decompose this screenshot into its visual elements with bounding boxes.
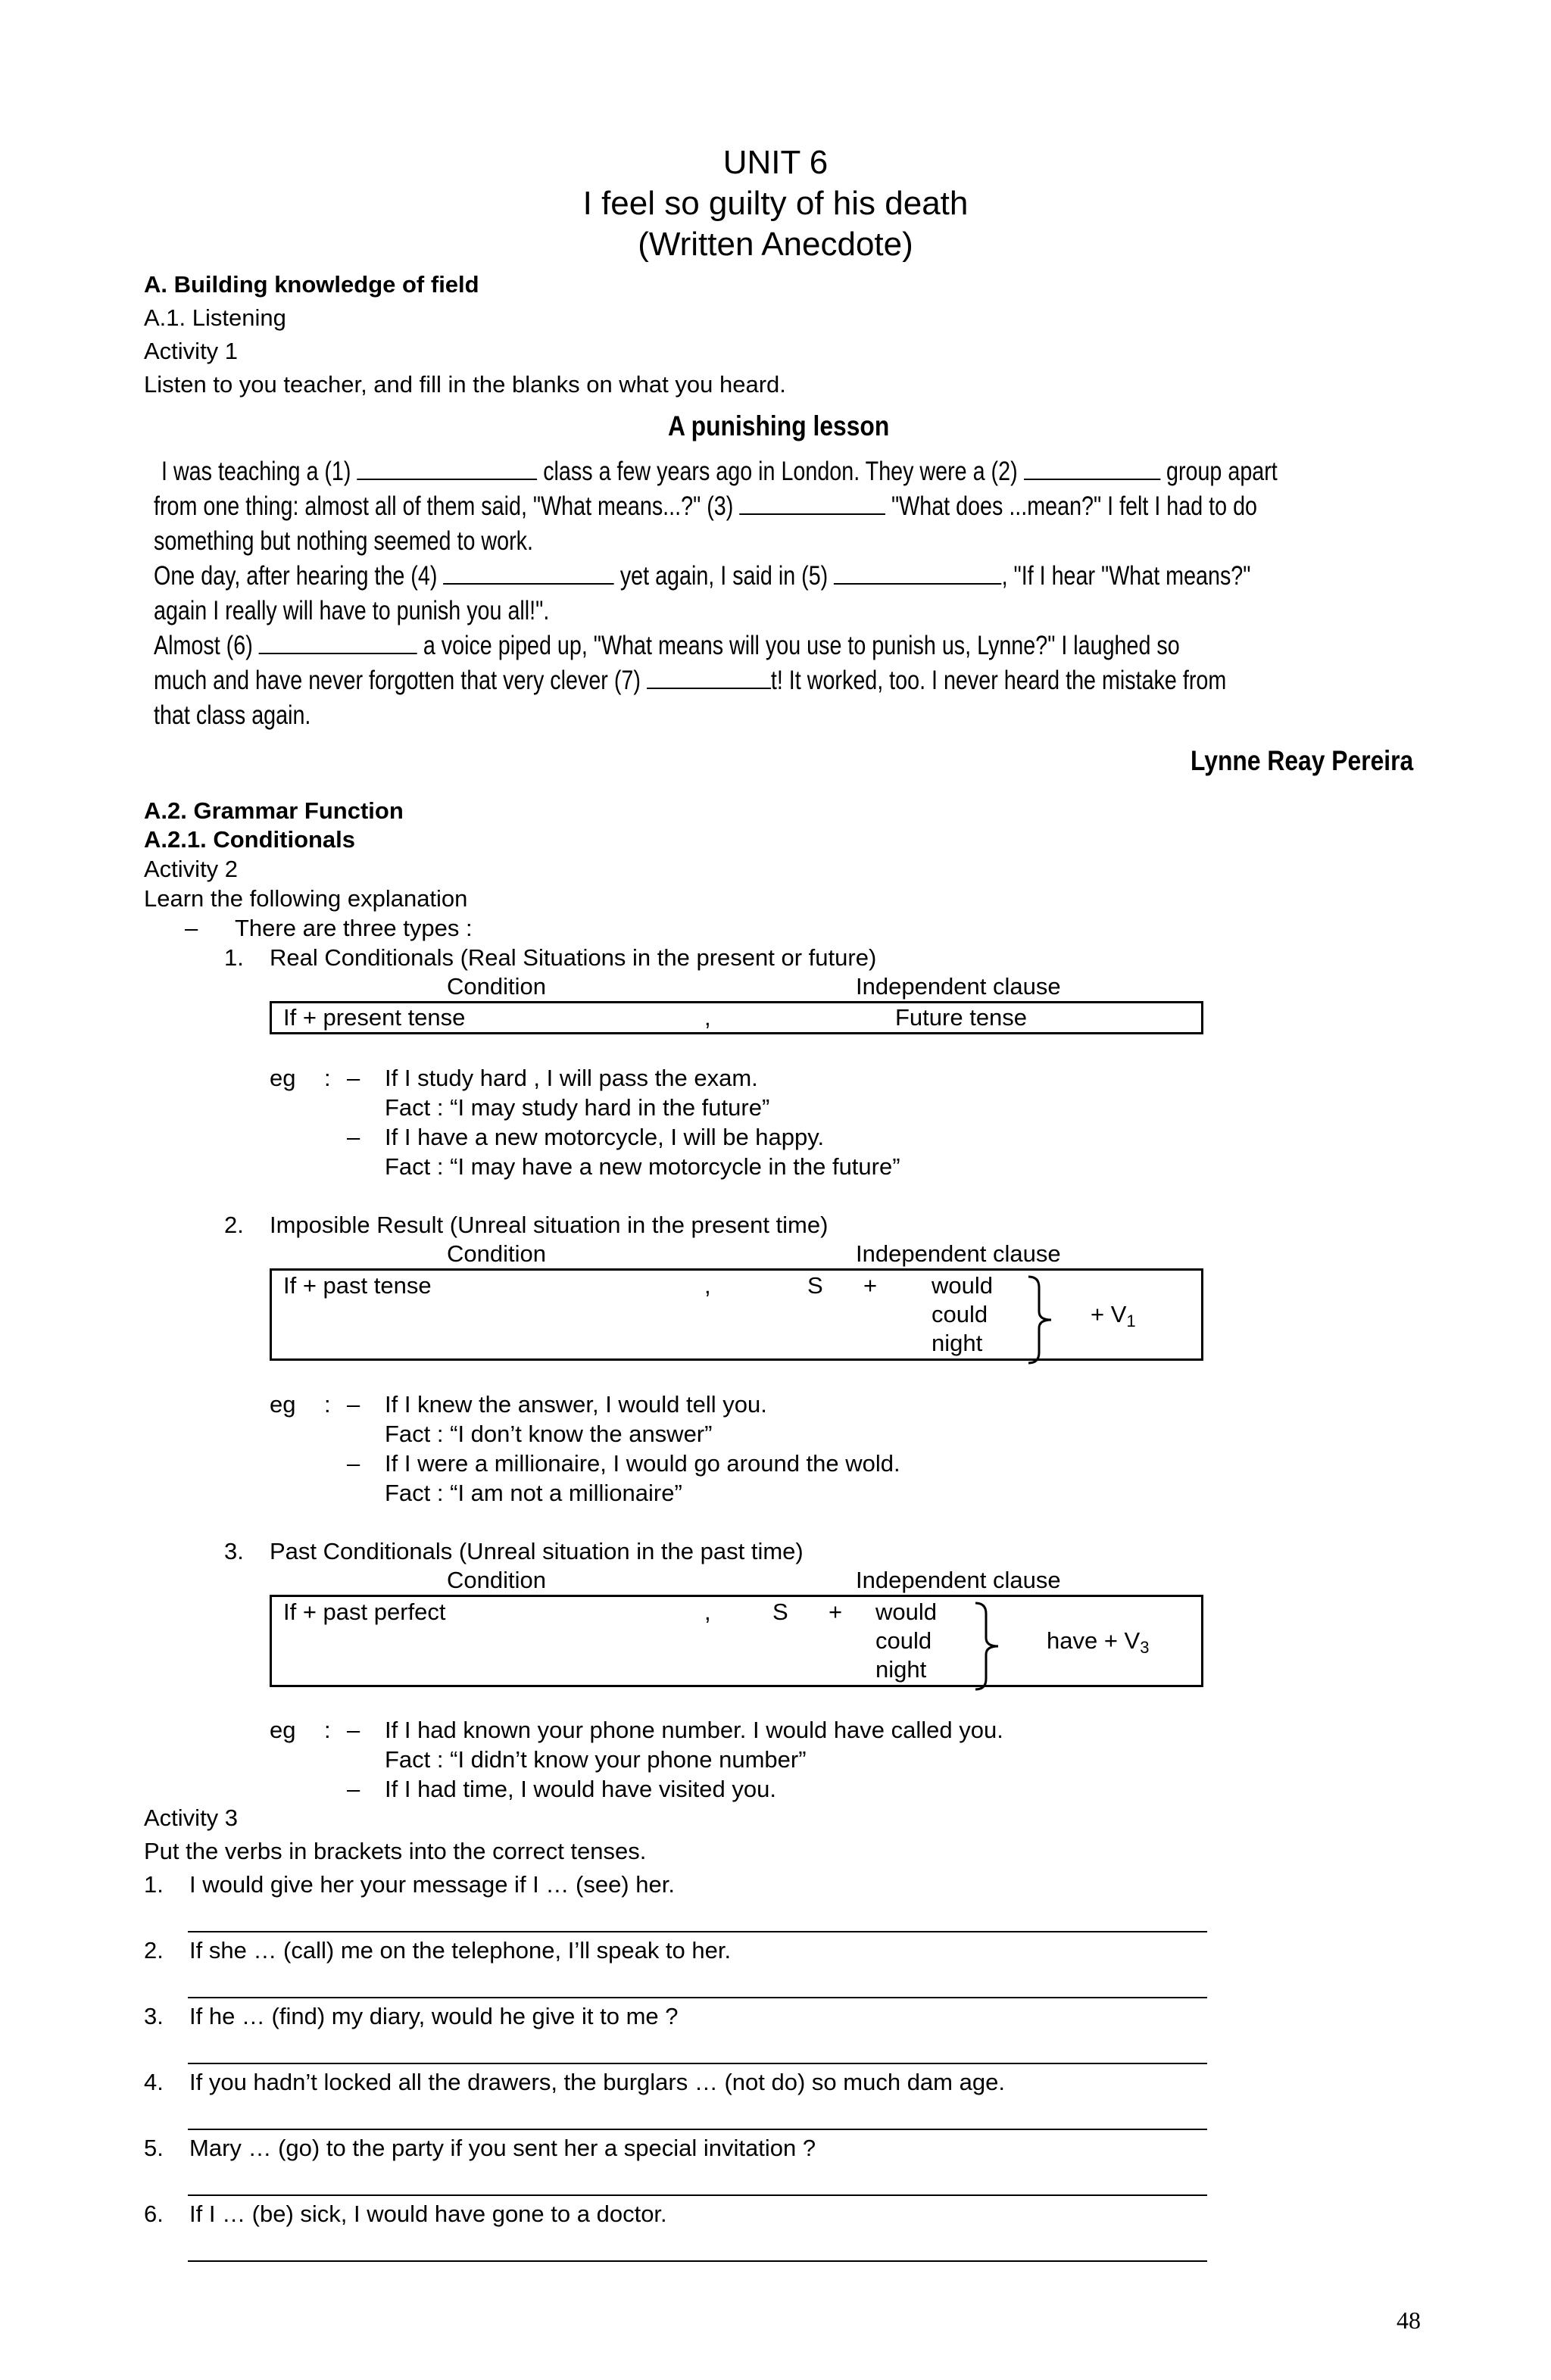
blank-3[interactable] (739, 492, 885, 515)
story-author: Lynne Reay Pereira (1191, 745, 1414, 776)
example-fact: Fact : “I don’t know the answer” (385, 1421, 713, 1447)
example-sentence: If I were a millionaire, I would go around the wold. (385, 1450, 900, 1477)
formula-comma: , (704, 1272, 711, 1299)
bullet-dash: – (347, 1717, 360, 1743)
curly-brace-icon (1022, 1274, 1060, 1366)
page-number: 48 (1397, 2307, 1421, 2334)
example-sentence: If I knew the answer, I would tell you. (385, 1391, 767, 1418)
answer-line[interactable] (188, 2194, 1207, 2196)
condition-label: Condition (447, 1567, 546, 1593)
eg-colon: : (324, 1717, 331, 1743)
exercise-number: 6. (144, 2201, 164, 2227)
exercise-question: If you hadn’t locked all the drawers, the burglars … (not do) so much dam age. (189, 2069, 1005, 2095)
exercise-question: If she … (call) me on the telephone, I’ll speak to her. (189, 1937, 732, 1964)
formula-result: + $V_1$ (1091, 1301, 1136, 1330)
eg-colon: : (324, 1065, 331, 1091)
eg-label: eg (270, 1391, 296, 1418)
formula-if: If + past perfect (283, 1599, 446, 1625)
type-number: 1. (224, 944, 244, 971)
example-sentence: If I had known your phone number. I would have called you. (385, 1717, 1003, 1743)
activity-1-label: Activity 1 (144, 338, 239, 364)
blank-1[interactable] (357, 457, 537, 480)
formula-plus: + (829, 1599, 843, 1625)
bullet-dash: – (347, 1391, 360, 1418)
blank-7[interactable] (647, 666, 771, 689)
exercise-number: 3. (144, 2003, 164, 2029)
story-line: something but nothing seemed to work. (154, 526, 533, 556)
modal-word: could (875, 1627, 932, 1654)
formula-subject: S (807, 1272, 823, 1299)
formula-if: If + present tense (283, 1004, 466, 1031)
activity-3-label: Activity 3 (144, 1804, 239, 1831)
eg-colon: : (324, 1391, 331, 1418)
eg-label: eg (270, 1717, 296, 1743)
story-line: that class again. (154, 700, 311, 730)
example-sentence: If I had time, I would have visited you. (385, 1776, 776, 1802)
condition-label: Condition (447, 1240, 546, 1267)
modal-word: would (875, 1599, 937, 1625)
blank-4[interactable] (443, 562, 614, 585)
subsection-listening: A.1. Listening (144, 304, 286, 331)
modal-word: night (932, 1330, 983, 1356)
exercise-number: 5. (144, 2135, 164, 2161)
blank-2[interactable] (1024, 457, 1160, 480)
type-number: 2. (224, 1212, 244, 1238)
activity-1-instruction: Listen to you teacher, and fill in the blanks on what you heard. (144, 371, 786, 398)
independent-label: Independent clause (856, 1240, 1061, 1267)
page-subtitle: (Written Anecdote) (638, 226, 913, 263)
formula-plus: + (863, 1272, 878, 1299)
independent-label: Independent clause (856, 1567, 1061, 1593)
activity-2-label: Activity 2 (144, 856, 239, 882)
story-title: A punishing lesson (668, 410, 890, 441)
formula-comma: , (704, 1599, 711, 1625)
modal-word: night (875, 1656, 927, 1683)
grammar-heading: A.2. Grammar Function (144, 797, 404, 824)
bullet-dash: – (347, 1065, 360, 1091)
bullet-dash: – (185, 915, 198, 941)
bullet-dash: – (347, 1450, 360, 1477)
story-line: Almost (6) a voice piped up, "What means will you use to punish us, Lynne?" I laughed so (154, 631, 1180, 660)
modal-word: could (932, 1301, 988, 1327)
type-title: Imposible Result (Unreal situation in the present time) (270, 1212, 829, 1238)
formula-if: If + past tense (283, 1272, 432, 1299)
example-fact: Fact : “I am not a millionaire” (385, 1480, 682, 1506)
bullet-dash: – (347, 1776, 360, 1802)
conditionals-heading: A.2.1. Conditionals (144, 826, 356, 853)
exercise-question: I would give her your message if I … (see) her. (189, 1871, 675, 1898)
story-line: from one thing: almost all of them said, "What means...?" (3) "What does ...mean?" I felt I had to do (154, 491, 1257, 521)
activity-2-instruction: Learn the following explanation (144, 885, 468, 912)
condition-label: Condition (447, 973, 546, 1000)
exercise-number: 4. (144, 2069, 164, 2095)
types-intro: There are three types : (235, 915, 473, 941)
page-title: I feel so guilty of his death (582, 185, 969, 222)
exercise-number: 1. (144, 1871, 164, 1898)
example-fact: Fact : “I may study hard in the future” (385, 1094, 770, 1121)
story-line: much and have never forgotten that very clever (7) t! It worked, too. I never heard the mistake from (154, 666, 1227, 695)
answer-line[interactable] (188, 2129, 1207, 2130)
eg-label: eg (270, 1065, 296, 1091)
exercise-question: If he … (find) my diary, would he give it to me ? (189, 2003, 679, 2029)
answer-line[interactable] (188, 1931, 1207, 1932)
story-line: again I really will have to punish you all!". (154, 596, 550, 625)
example-sentence: If I have a new motorcycle, I will be happy. (385, 1124, 825, 1150)
example-fact: Fact : “I didn’t know your phone number” (385, 1746, 807, 1773)
exercise-question: If I … (be) sick, I would have gone to a doctor. (189, 2201, 667, 2227)
formula-comma: , (704, 1004, 711, 1031)
answer-line[interactable] (188, 1997, 1207, 1998)
unit-heading: UNIT 6 (722, 144, 829, 181)
curly-brace-icon (969, 1600, 1007, 1692)
formula-result: have + $V_3$ (1047, 1627, 1150, 1657)
exercise-number: 2. (144, 1937, 164, 1964)
modal-word: would (932, 1272, 993, 1299)
exercise-question: Mary … (go) to the party if you sent her a special invitation ? (189, 2135, 816, 2161)
activity-3-instruction: Put the verbs in brackets into the correct tenses. (144, 1838, 647, 1864)
type-title: Real Conditionals (Real Situations in the present or future) (270, 944, 877, 971)
type-title: Past Conditionals (Unreal situation in the past time) (270, 1538, 804, 1564)
story-line: I was teaching a (1) class a few years ago in London. They were a (2) group apart (161, 457, 1278, 486)
example-fact: Fact : “I may have a new motorcycle in the future” (385, 1153, 900, 1180)
independent-label: Independent clause (856, 973, 1061, 1000)
story-line: One day, after hearing the (4) yet again, I said in (5) , "If I hear "What means?" (154, 561, 1251, 591)
example-sentence: If I study hard , I will pass the exam. (385, 1065, 758, 1091)
section-heading: A. Building knowledge of field (144, 271, 479, 298)
bullet-dash: – (347, 1124, 360, 1150)
formula-result: Future tense (895, 1004, 1028, 1031)
blank-6[interactable] (259, 632, 417, 654)
answer-line[interactable] (188, 2260, 1207, 2262)
answer-line[interactable] (188, 2063, 1207, 2064)
formula-subject: S (772, 1599, 788, 1625)
blank-5[interactable] (834, 562, 1001, 585)
type-number: 3. (224, 1538, 244, 1564)
